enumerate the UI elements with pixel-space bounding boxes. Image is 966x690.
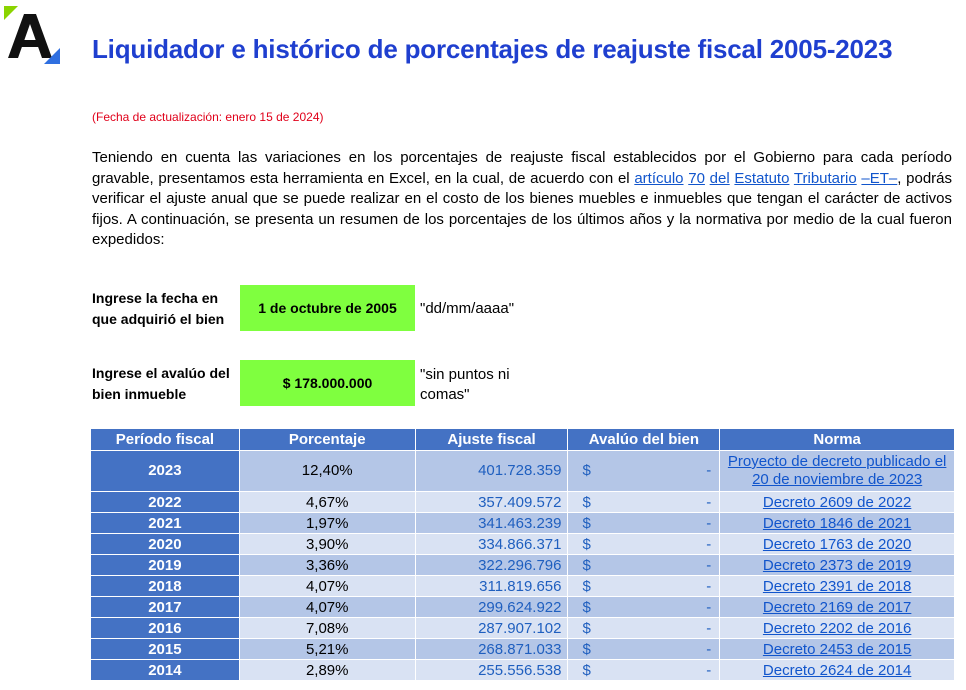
cell-norma: [720, 597, 955, 618]
cell-percentage: 3,90%: [239, 534, 415, 555]
currency-symbol: $: [582, 598, 591, 616]
cell-ajuste: 401.728.359: [415, 451, 568, 492]
empty-value: -: [706, 514, 712, 532]
date-label: Ingrese la fecha en que adquirió el bien: [92, 290, 225, 327]
table-row: [91, 451, 955, 492]
page-title: Liquidador e histórico de porcentajes de reajuste fiscal 2005-2023: [92, 34, 893, 64]
norma-link[interactable]: Proyecto de decreto publicado el 20 de noviembre de 2023: [727, 453, 947, 488]
currency-symbol: $: [582, 493, 591, 511]
cell-avaluo: [568, 555, 720, 576]
col-header-periodo: Período fiscal: [91, 429, 240, 451]
currency-symbol: $: [582, 556, 591, 574]
cell-percentage: 4,67%: [239, 492, 415, 513]
cell-year: 2014: [91, 660, 240, 681]
avaluo-format-hint: "sin puntos ni comas": [420, 366, 510, 403]
table-row: [91, 618, 955, 639]
cell-year: 2017: [91, 597, 240, 618]
intro-paragraph: [92, 148, 952, 251]
col-header-avaluo: Avalúo del bien: [568, 429, 720, 451]
table-row: [91, 576, 955, 597]
cell-norma: [720, 492, 955, 513]
cell-year: 2021: [91, 513, 240, 534]
link-et[interactable]: –ET–: [861, 169, 898, 187]
empty-value: -: [706, 556, 712, 574]
cell-norma: [720, 660, 955, 681]
currency-symbol: $: [582, 462, 591, 479]
intro-text-2: , podrás verificar el ajuste anual que se puede realizar en el costo de los bienes muebles e inmuebles que tengan el carácter de activos fijos. A continuación, se presenta un resumen de los porcentajes de los últimos años y la normativa por medio de la cual fueron expedidos:: [92, 169, 953, 248]
cell-avaluo: [568, 513, 720, 534]
cell-norma: [720, 639, 955, 660]
date-format-hint: "dd/mm/aaaa": [420, 300, 515, 317]
cell-avaluo: [568, 618, 720, 639]
cell-ajuste: 334.866.371: [415, 534, 568, 555]
cell-norma: [720, 555, 955, 576]
avaluo-label: Ingrese el avalúo del bien inmueble: [92, 365, 230, 402]
norma-link[interactable]: Decreto 2169 de 2017: [762, 598, 912, 616]
norma-link[interactable]: Decreto 1846 de 2021: [762, 514, 912, 532]
table-row: [91, 639, 955, 660]
cell-year: 2020: [91, 534, 240, 555]
currency-symbol: $: [582, 640, 591, 658]
cell-ajuste: 268.871.033: [415, 639, 568, 660]
cell-year: 2022: [91, 492, 240, 513]
currency-symbol: $: [582, 535, 591, 553]
empty-value: -: [706, 577, 712, 595]
norma-link[interactable]: Decreto 1763 de 2020: [762, 535, 912, 553]
cell-norma: [720, 576, 955, 597]
col-header-ajuste: Ajuste fiscal: [415, 429, 568, 451]
cell-year: 2015: [91, 639, 240, 660]
cell-ajuste: 255.556.538: [415, 660, 568, 681]
cell-ajuste: 322.296.796: [415, 555, 568, 576]
cell-year: 2016: [91, 618, 240, 639]
link-estatuto[interactable]: Estatuto: [734, 169, 790, 187]
cell-norma: [720, 451, 955, 492]
empty-value: -: [706, 619, 712, 637]
cell-percentage: 3,36%: [239, 555, 415, 576]
avaluo-input[interactable]: $ 178.000.000: [240, 360, 415, 406]
currency-symbol: $: [582, 577, 591, 595]
currency-symbol: $: [582, 514, 591, 532]
table-row: [91, 513, 955, 534]
cell-avaluo: [568, 534, 720, 555]
cell-ajuste: 299.624.922: [415, 597, 568, 618]
intro-text-1: Teniendo en cuenta las variaciones en los porcentajes de reajuste fiscal establecidos por el Gobierno para cada período gravable, presentamos esta herramienta en Excel, en la cual, de acuerdo con el: [92, 149, 952, 187]
cell-norma: [720, 513, 955, 534]
table-row: [91, 555, 955, 576]
norma-link[interactable]: Decreto 2391 de 2018: [762, 577, 912, 595]
cell-percentage: 4,07%: [239, 597, 415, 618]
cell-percentage: 5,21%: [239, 639, 415, 660]
cell-percentage: 12,40%: [239, 451, 415, 492]
cell-percentage: 2,89%: [239, 660, 415, 681]
table-row: [91, 492, 955, 513]
cell-norma: [720, 618, 955, 639]
col-header-porcentaje: Porcentaje: [239, 429, 415, 451]
empty-value: -: [706, 598, 712, 616]
table-row: [91, 534, 955, 555]
empty-value: -: [706, 661, 712, 679]
cell-percentage: 4,07%: [239, 576, 415, 597]
table-header-row: [91, 429, 955, 451]
empty-value: -: [706, 493, 712, 511]
cell-avaluo: [568, 597, 720, 618]
date-input[interactable]: 1 de octubre de 2005: [240, 285, 415, 331]
cell-avaluo: [568, 492, 720, 513]
currency-symbol: $: [582, 661, 591, 679]
empty-value: -: [706, 640, 712, 658]
link-del[interactable]: del: [709, 169, 730, 187]
norma-link[interactable]: Decreto 2624 de 2014: [762, 661, 912, 679]
table-row: [91, 660, 955, 681]
cell-year: 2023: [91, 451, 240, 492]
col-header-norma: Norma: [720, 429, 955, 451]
cell-percentage: 7,08%: [239, 618, 415, 639]
cell-norma: [720, 534, 955, 555]
cell-year: 2018: [91, 576, 240, 597]
cell-avaluo: [568, 451, 720, 492]
currency-symbol: $: [582, 619, 591, 637]
link-tributario[interactable]: Tributario: [793, 169, 857, 187]
cell-ajuste: 341.463.239: [415, 513, 568, 534]
cell-avaluo: [568, 660, 720, 681]
cell-percentage: 1,97%: [239, 513, 415, 534]
cell-ajuste: 287.907.102: [415, 618, 568, 639]
empty-value: -: [706, 462, 712, 479]
cell-year: 2019: [91, 555, 240, 576]
update-date: (Fecha de actualización: enero 15 de 2024): [92, 110, 324, 124]
empty-value: -: [706, 535, 712, 553]
cell-ajuste: 357.409.572: [415, 492, 568, 513]
norma-link[interactable]: Decreto 2609 de 2022: [762, 493, 912, 511]
link-70[interactable]: 70: [688, 169, 705, 187]
norma-link[interactable]: Decreto 2373 de 2019: [762, 556, 912, 574]
reajuste-table: [90, 428, 955, 681]
cell-ajuste: 311.819.656: [415, 576, 568, 597]
norma-link[interactable]: Decreto 2453 de 2015: [762, 640, 912, 658]
cell-avaluo: [568, 639, 720, 660]
cell-avaluo: [568, 576, 720, 597]
table-row: [91, 597, 955, 618]
actualicese-logo: [4, 6, 60, 64]
link-articulo[interactable]: artículo: [634, 169, 684, 187]
norma-link[interactable]: Decreto 2202 de 2016: [762, 619, 912, 637]
